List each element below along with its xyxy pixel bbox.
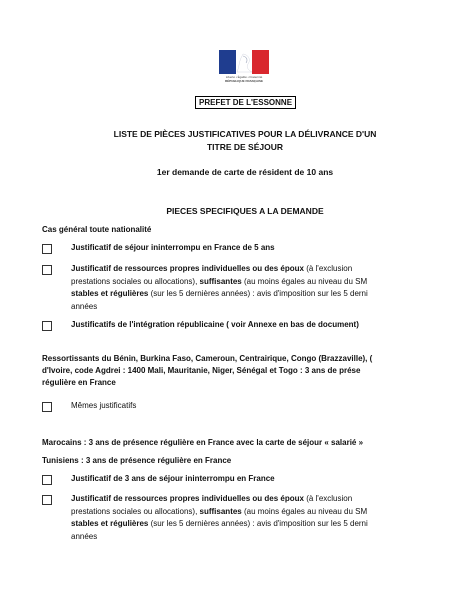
logo-republique-name: RÉPUBLIQUE FRANÇAISE <box>224 79 263 83</box>
item2-line2-a: prestations sociales ou allocations), <box>71 276 200 286</box>
logo-motto: Liberté • Égalité • Fraternité <box>225 75 263 79</box>
checkbox-marocains-1[interactable] <box>42 475 52 485</box>
cas-general-item-3-text: Justificatifs de l'intégration républicaine ( voir Annexe en bas de document) <box>71 320 359 329</box>
cas-general-item-2 <box>71 263 368 313</box>
item2-line2-bold: suffisantes <box>199 276 242 286</box>
ressortissants-line-3: régulière en France <box>42 378 116 387</box>
tunisiens-line: Tunisiens : 3 ans de présence régulière en France <box>42 456 232 465</box>
cas-general-item-1 <box>71 242 275 255</box>
title-line-2: TITRE DE SÉJOUR <box>206 142 284 152</box>
item2-line4: années <box>71 301 98 311</box>
item2-line1-rest: (à l'exclusion <box>303 264 353 273</box>
m-item2-line1-rest: (à l'exclusion <box>303 494 353 503</box>
ressortissants-paragraph <box>42 353 372 389</box>
item2-line3-bold: stables et régulières <box>71 289 149 298</box>
item2-line1-bold: Justificatif de ressources propres individuelles ou des époux <box>71 264 304 273</box>
ressortissants-item-1: Mêmes justificatifs <box>71 401 137 410</box>
marocains-item-1 <box>71 473 275 486</box>
m-item2-line1-bold: Justificatif de ressources propres individuelles ou des époux <box>71 494 304 503</box>
m-item2-line3-rest: (sur les 5 dernières années) : avis d'imposition sur les 5 derni <box>148 519 368 528</box>
marocains-line: Marocains : 3 ans de présence régulière en France avec la carte de séjour « salarié » <box>42 438 364 447</box>
m-item2-line2-rest: (au moins égales au niveau du SM <box>241 506 368 516</box>
checkbox-marocains-2[interactable] <box>42 495 52 505</box>
title-line-1: LISTE DE PIÈCES JUSTIFICATIVES POUR LA DÉLIVRANCE D'UN <box>113 129 377 139</box>
checkbox-cas-general-3[interactable] <box>42 321 52 331</box>
section-title: PIECES SPECIFIQUES A LA DEMANDE <box>166 206 324 216</box>
republique-francaise-logo <box>219 50 269 83</box>
ressortissants-line-1: Ressortissants du Bénin, Burkina Faso, Cameroun, Centrairique, Congo (Brazzaville), ( <box>42 354 373 363</box>
document-title <box>60 128 430 154</box>
checkbox-cas-general-1[interactable] <box>42 244 52 254</box>
document-subtitle: 1er demande de carte de résident de 10 ans <box>156 167 334 177</box>
m-item2-line2-a: prestations sociales ou allocations), <box>71 506 200 516</box>
cas-general-item-1-text: Justificatif de séjour ininterrompu en France de 5 ans <box>71 243 275 252</box>
checkbox-ressortissants-1[interactable] <box>42 402 52 412</box>
checkbox-cas-general-2[interactable] <box>42 265 52 275</box>
marocains-item-2 <box>71 493 368 543</box>
item2-line2-rest: (au moins égales au niveau du SM <box>241 276 368 286</box>
item2-line3-rest: (sur les 5 dernières années) : avis d'imposition sur les 5 derni <box>148 289 368 298</box>
m-item2-line2-bold: suffisantes <box>199 506 242 516</box>
ressortissants-line-2: d'Ivoire, code Agdrei : 1400 Mali, Mauritanie, Niger, Sénégal et Togo : 3 ans de prése <box>42 366 361 375</box>
cas-general-heading: Cas général toute nationalité <box>42 225 152 234</box>
marianne-flag-icon <box>219 50 269 74</box>
m-item2-line4: années <box>71 531 98 541</box>
marocains-item-1-text: Justificatif de 3 ans de séjour ininterrompu en France <box>71 474 275 483</box>
m-item2-line3-bold: stables et régulières <box>71 519 149 528</box>
prefet-label: PREFET DE L'ESSONNE <box>195 96 296 109</box>
cas-general-item-3 <box>71 319 359 332</box>
